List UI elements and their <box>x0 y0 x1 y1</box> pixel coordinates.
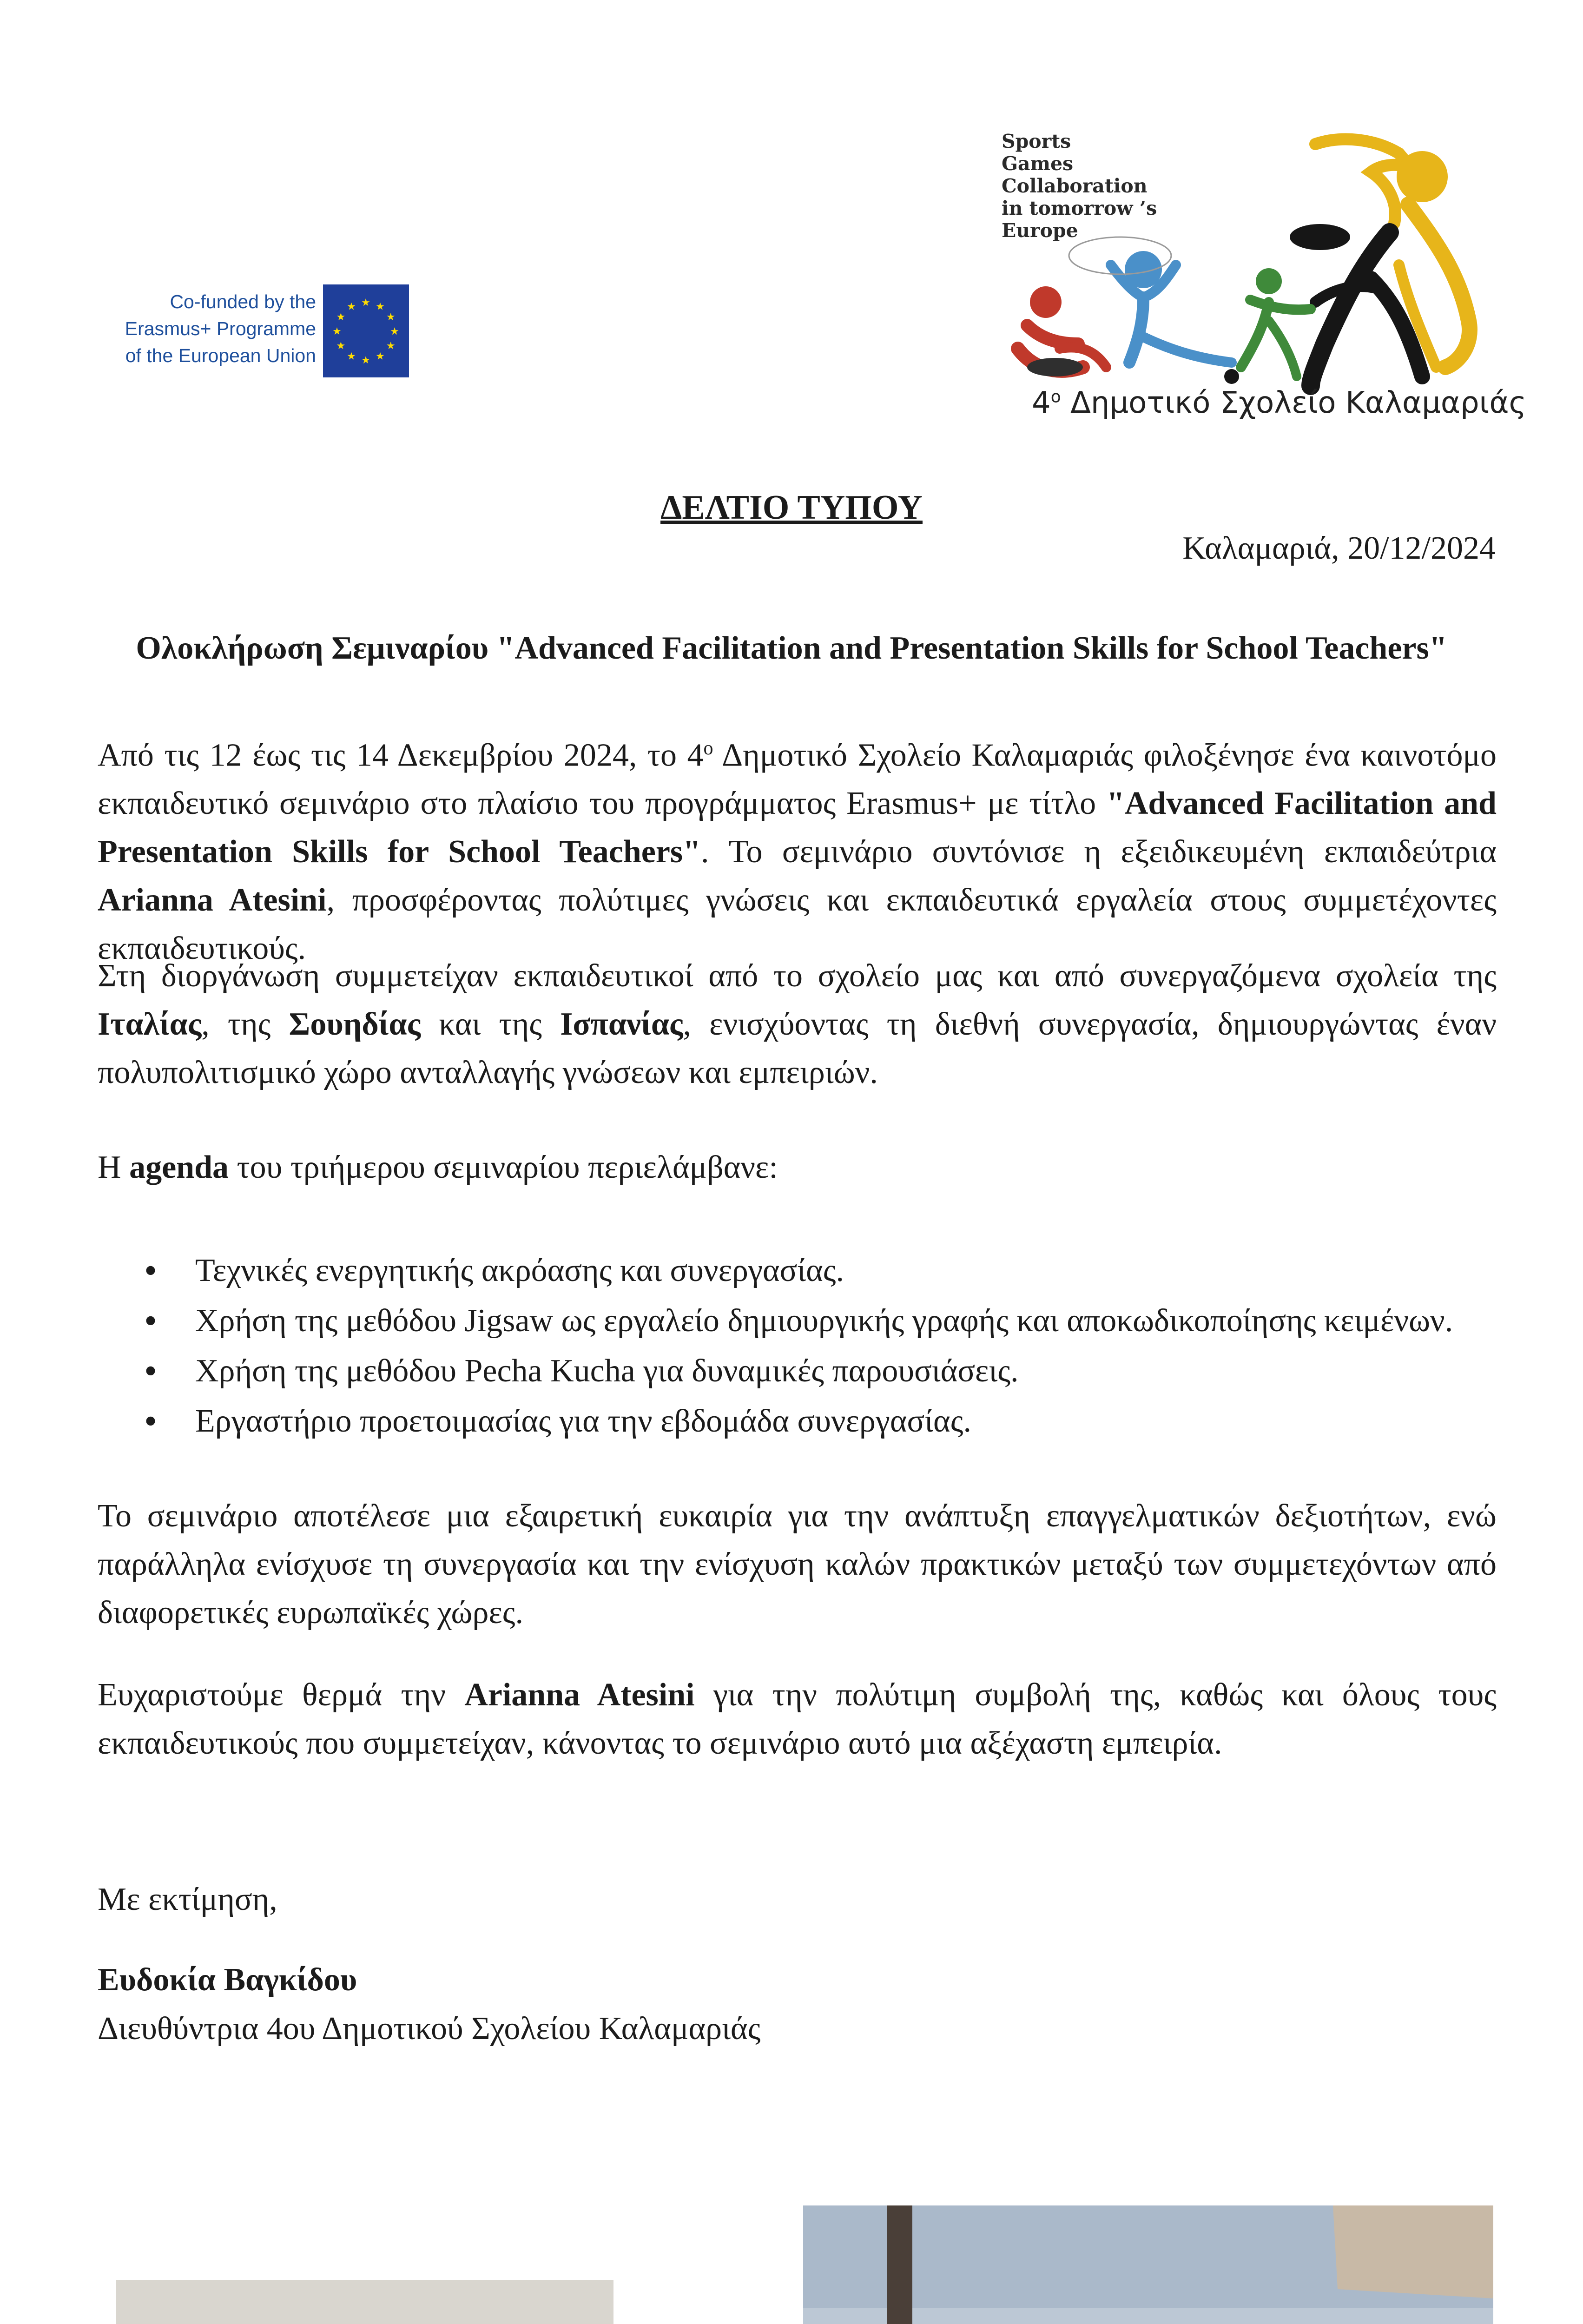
document-date: Καλαμαριά, 20/12/2024 <box>1182 530 1496 566</box>
eu-star-icon: ★ <box>347 350 356 362</box>
paragraph-intro: Από τις 12 έως τις 14 Δεκεμβρίου 2024, το $4^o$ Δημοτικό Σχολείο Καλαμαριάς φιλοξένησε ένα καινοτόμο εκπαιδευτικό σεμινάριο στο πλαίσιο του προγράμματος Erasmus+ με τίτλο "Advanced Facilitation and Presentation Skills for School Teachers". Το σεμινάριο συντόνισε η εξειδικευμένη εκπαιδεύτρια Arianna Atesini, προσφέροντας πολύτιμες γνώσεις και εκπαιδευτικά εργαλεία στους συμμετέχοντες εκπαιδευτικούς. <box>98 737 1497 967</box>
paragraph-outcome: Το σεμινάριο αποτέλεσε μια εξαιρετική ευκαιρία για την ανάπτυξη επαγγελματικών δεξιοτήτων, ενώ παράλληλα ενίσχυσε τη συνεργασία και την ενίσχυση καλών πρακτικών μεταξύ των συμμετεχόντων από διαφορετικές ευρωπαϊκές χώρες. <box>98 1498 1497 1631</box>
eu-star-icon: ★ <box>386 340 396 351</box>
list-item: • Τεχνικές ενεργητικής ακρόασης και συνεργασίας. <box>144 1246 1492 1296</box>
eu-star-icon: ★ <box>376 350 385 362</box>
list-item: • Χρήση της μεθόδου Pecha Kucha για δυναμικές παρουσιάσεις. <box>144 1346 1492 1396</box>
eu-star-icon: ★ <box>386 311 396 323</box>
list-item: • Χρήση της μεθόδου Jigsaw ως εργαλείο δημιουργικής γραφής και αποκωδικοποίησης κειμένων. <box>144 1296 1492 1346</box>
eu-star-icon: ★ <box>347 300 356 312</box>
list-item: • Εργαστήριο προετοιμασίας για την εβδομάδα συνεργασίας. <box>144 1396 1492 1446</box>
eu-star-icon: ★ <box>332 325 342 337</box>
erasmus-cofunded-logo <box>116 284 409 380</box>
eu-star-icon: ★ <box>361 354 370 366</box>
signature-name: Ευδοκία Βαγκίδου <box>98 1962 357 1998</box>
agenda-list <box>144 1246 1492 1446</box>
erasmus-logo-text: Co-funded by the Erasmus+ Programme of the European Union <box>125 291 316 366</box>
closing-text: Με εκτίμηση, <box>98 1882 277 1917</box>
seminar-room-photo <box>116 2280 613 2324</box>
document-title: ΔΕΛΤΙΟ ΤΥΠΟΥ <box>660 489 923 527</box>
project-title-text: Sports Games Collaboration in tomorrow ’s Europe <box>1002 130 1157 242</box>
paragraph-participants: Στη διοργάνωση συμμετείχαν εκπαιδευτικοί από το σχολείο μας και από συνεργαζόμενα σχολεία της Ιταλίας, της Σουηδίας και της Ισπανίας, ενισχύοντας τη διεθνή συνεργασία, δημιουργώντας έναν πολυπολιτισμικό χώρο ανταλλαγής γνώσεων και εμπειριών. <box>98 958 1497 1090</box>
paragraph-thanks: Ευχαριστούμε θερμά την Arianna Atesini για την πολύτιμη συμβολή της, καθώς και όλους τους εκπαιδευτικούς που συμμετείχαν, κάνοντας το σεμινάριο αυτό μια αξέχαστη εμπειρία. <box>98 1677 1497 1761</box>
group-certificates-photo <box>803 2205 1493 2324</box>
document-subject: Ολοκλήρωση Σεμιναρίου "Advanced Facilitation and Presentation Skills for School Teachers" <box>136 630 1447 666</box>
project-logo <box>990 125 1527 442</box>
school-name: $4^o$ Δημοτικό Σχολείο Καλαμαριάς <box>1032 386 1527 420</box>
eu-star-icon: ★ <box>336 311 346 323</box>
eu-flag-icon <box>323 284 409 377</box>
eu-star-icon: ★ <box>361 297 370 308</box>
eu-star-icon: ★ <box>336 340 346 351</box>
eu-star-icon: ★ <box>390 325 399 337</box>
signature-role: Διευθύντρια 4ου Δημοτικού Σχολείου Καλαμαριάς <box>98 2011 761 2047</box>
paragraph-agenda-intro: Η agenda του τριήμερου σεμιναρίου περιελάμβανε: <box>98 1149 778 1185</box>
eu-star-icon: ★ <box>376 300 385 312</box>
